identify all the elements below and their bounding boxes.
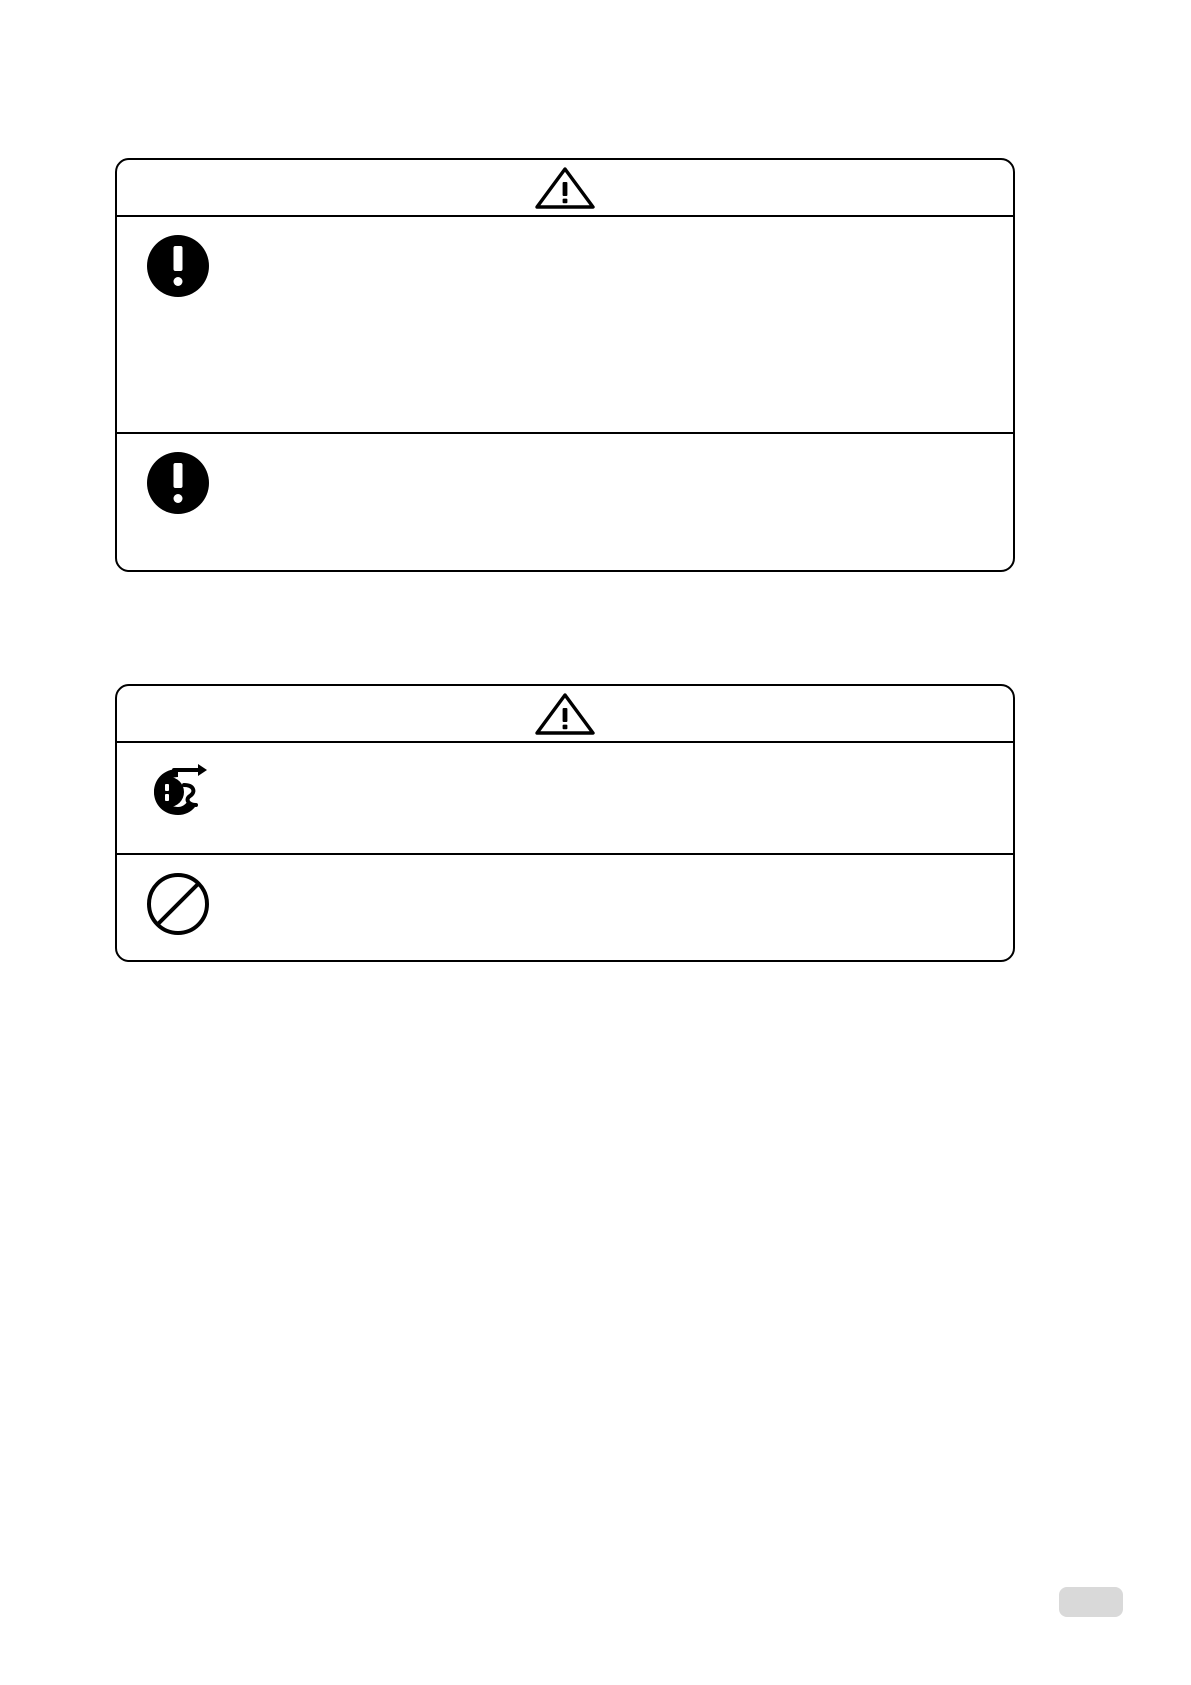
- row-body: [221, 867, 999, 871]
- row-body: [221, 229, 999, 233]
- row-icon-wrap: [135, 867, 221, 935]
- caution-row: [117, 743, 1013, 855]
- row-icon-wrap: [135, 229, 221, 297]
- caution-panel-header: [117, 686, 1013, 743]
- exclamation-circle-icon: [147, 452, 209, 514]
- exclamation-circle-icon: [147, 235, 209, 297]
- caution-panel: [115, 684, 1015, 962]
- warning-row: [117, 434, 1013, 572]
- row-icon-wrap: [135, 446, 221, 514]
- caution-row: [117, 855, 1013, 962]
- row-icon-wrap: [135, 755, 221, 823]
- row-body: [221, 446, 999, 450]
- unplug-power-icon: [144, 761, 212, 823]
- warning-triangle-icon: [534, 692, 596, 736]
- prohibition-icon: [147, 873, 209, 935]
- page-number-tab: [1059, 1587, 1123, 1617]
- warning-triangle-icon: [534, 166, 596, 210]
- warning-row: [117, 217, 1013, 434]
- warning-panel: [115, 158, 1015, 572]
- warning-panel-header: [117, 160, 1013, 217]
- row-body: [221, 755, 999, 759]
